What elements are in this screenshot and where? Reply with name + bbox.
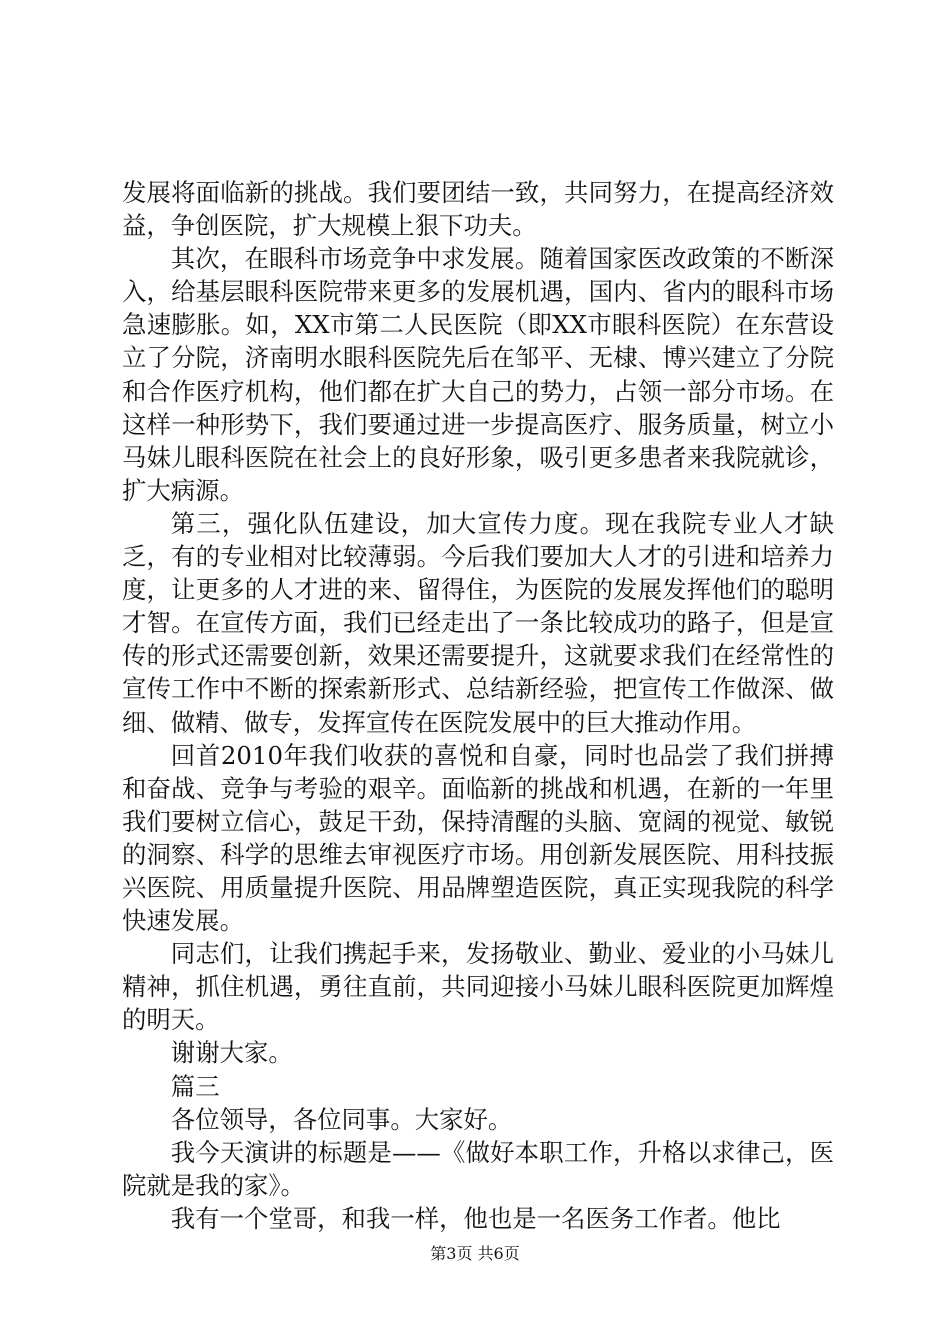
section-heading: 篇三 bbox=[170, 1071, 220, 1101]
paragraph-6: 谢谢大家。 bbox=[170, 1038, 293, 1068]
paragraph-8: 各位领导，各位同事。大家好。 bbox=[170, 1104, 513, 1134]
page-footer: 第3页 共6页 bbox=[430, 1244, 520, 1263]
paragraph-2: 其次，在眼科市场竞争中求发展。随着国家医改政策的不断深入，给基层眼科医院带来更多的发展机遇，国内、省内的眼科市场急速膨胀。如，XX市第二人民医院（即XX市眼科医院）在东营设立了分院，济南明水眼科医院先后在邹平、无棣、博兴建立了分院和合作医疗机构，他们都在扩大自己的势力，占领一部分市场。在这样一种形势下，我们要通过进一步提高医疗、服务质量，树立小马妹儿眼科医院在社会上的良好形象，吸引更多患者来我院就诊，扩大病源。 bbox=[122, 244, 834, 505]
paragraph-4: 回首2010年我们收获的喜悦和自豪，同时也品尝了我们拼搏和奋战、竞争与考验的艰辛。面临新的挑战和机遇，在新的一年里我们要树立信心，鼓足干劲，保持清醒的头脑、宽阔的视觉、敏锐的洞察、科学的思维去审视医疗市场。用创新发展医院、用科技振兴医院、用质量提升医院、用品牌塑造医院，真正实现我院的科学快速发展。 bbox=[122, 740, 834, 936]
document-body bbox=[122, 176, 834, 1235]
paragraph-5: 同志们，让我们携起手来，发扬敬业、勤业、爱业的小马妹儿精神，抓住机遇，勇往直前，共同迎接小马妹儿眼科医院更加辉煌的明天。 bbox=[122, 939, 834, 1035]
paragraph-3: 第三，强化队伍建设，加大宣传力度。现在我院专业人才缺乏，有的专业相对比较薄弱。今后我们要加大人才的引进和培养力度，让更多的人才进的来、留得住，为医院的发展发挥他们的聪明才智。在宣传方面，我们已经走出了一条比较成功的路子，但是宣传的形式还需要创新，效果还需要提升，这就要求我们在经常性的宣传工作中不断的探索新形式、总结新经验，把宣传工作做深、做细、做精、做专，发挥宣传在医院发展中的巨大推动作用。 bbox=[122, 508, 834, 737]
paragraph-9: 我今天演讲的标题是——《做好本职工作，升格以求律己，医院就是我的家》。 bbox=[122, 1137, 834, 1200]
paragraph-10: 我有一个堂哥，和我一样，他也是一名医务工作者。他比 bbox=[170, 1203, 781, 1233]
paragraph-1: 发展将面临新的挑战。我们要团结一致，共同努力，在提高经济效益，争创医院，扩大规模上狠下功夫。 bbox=[122, 178, 834, 241]
